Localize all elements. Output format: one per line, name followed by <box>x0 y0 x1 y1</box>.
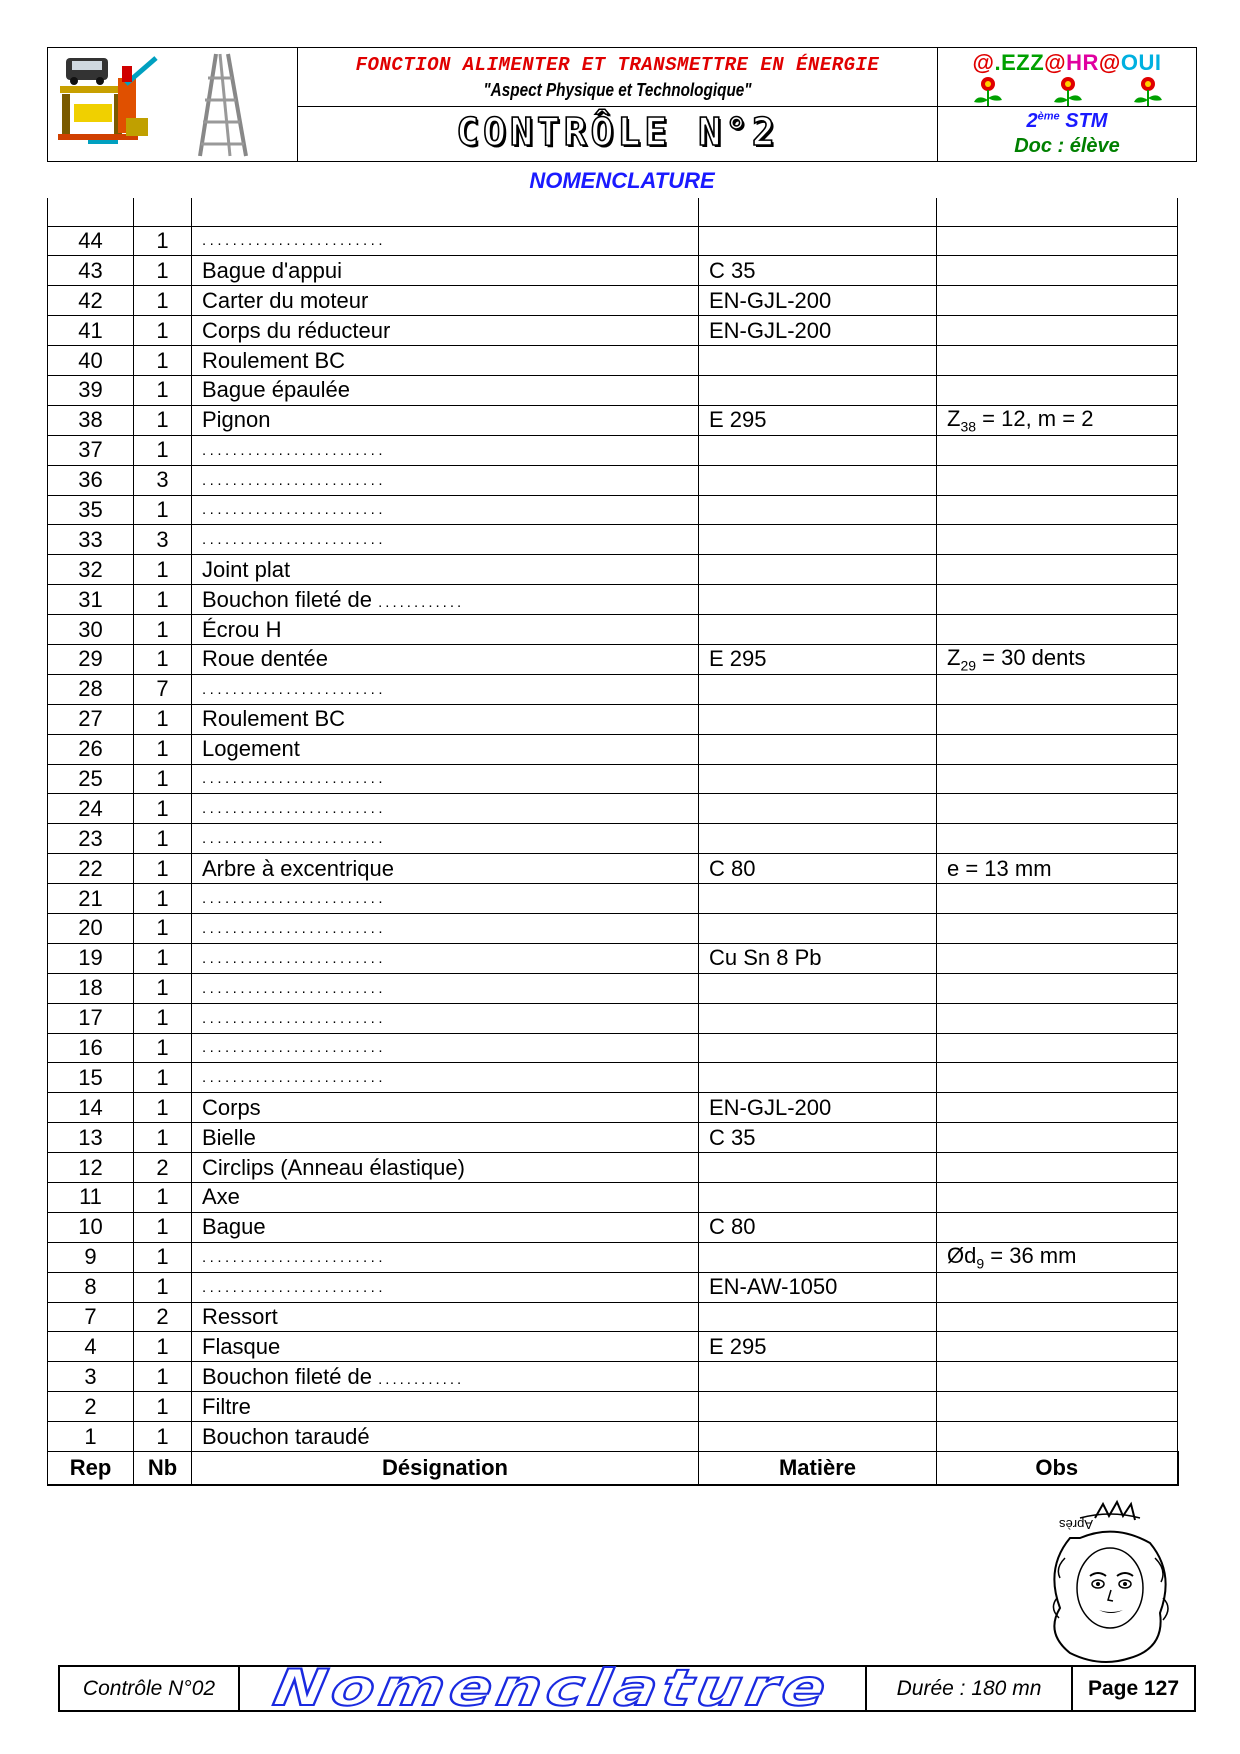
cell-matiere <box>699 1302 937 1332</box>
cell-matiere: C 35 <box>699 1123 937 1153</box>
cell-rep: 11 <box>48 1183 134 1213</box>
cell-rep: 41 <box>48 316 134 346</box>
cell-rep: 20 <box>48 913 134 943</box>
cell-obs <box>937 1212 1178 1242</box>
footer-controle: Contrôle N°02 <box>60 1667 240 1710</box>
cell-matiere <box>699 1003 937 1033</box>
table-row <box>48 1392 1178 1422</box>
table-row <box>48 1242 1178 1272</box>
aspect-subtitle: "Aspect Physique et Technologique" <box>483 80 752 100</box>
cell-obs <box>937 286 1178 316</box>
table-row <box>48 913 1178 943</box>
cell-obs <box>937 734 1178 764</box>
cell-rep: 38 <box>48 405 134 435</box>
cell-designation: Logement <box>192 734 699 764</box>
table-row <box>48 1063 1178 1093</box>
table-row <box>48 405 1178 435</box>
cell-matiere <box>699 375 937 405</box>
cell-nb: 1 <box>134 405 192 435</box>
cell-nb: 1 <box>134 1242 192 1272</box>
cell-designation: Bague épaulée <box>192 375 699 405</box>
cell-nb: 1 <box>134 1093 192 1123</box>
cell-nb: 2 <box>134 1153 192 1183</box>
cell-matiere <box>699 1392 937 1422</box>
table-row <box>48 1302 1178 1332</box>
cell-obs <box>937 1093 1178 1123</box>
table-row <box>48 644 1178 674</box>
table-row <box>48 1212 1178 1242</box>
author-brand: @.EZZ@HR@OUI <box>972 50 1162 75</box>
cell-obs <box>937 1422 1178 1452</box>
table-row <box>48 764 1178 794</box>
cell-designation-blank: ........................ <box>192 913 699 943</box>
cell-designation: Flasque <box>192 1332 699 1362</box>
cell-rep: 25 <box>48 764 134 794</box>
table-row <box>48 226 1178 256</box>
cell-rep: 1 <box>48 1422 134 1452</box>
cell-matiere <box>699 1063 937 1093</box>
cell-nb: 1 <box>134 615 192 645</box>
cell-matiere <box>699 734 937 764</box>
cell-obs <box>937 316 1178 346</box>
cell-obs <box>937 1063 1178 1093</box>
cell-rep: 13 <box>48 1123 134 1153</box>
section-title: NOMENCLATURE <box>529 168 715 193</box>
cell-matiere: EN-GJL-200 <box>699 316 937 346</box>
cell-nb: 1 <box>134 1332 192 1362</box>
cell-rep: 9 <box>48 1242 134 1272</box>
cell-nb: 1 <box>134 495 192 525</box>
cell-designation-blank: ........................ <box>192 884 699 914</box>
cell-designation: Filtre <box>192 1392 699 1422</box>
cell-rep: 26 <box>48 734 134 764</box>
cell-designation-blank: ........................ <box>192 525 699 555</box>
cell-rep: 40 <box>48 346 134 376</box>
cell-nb: 7 <box>134 674 192 704</box>
cell-nb: 1 <box>134 1362 192 1392</box>
cell-rep: 31 <box>48 585 134 615</box>
cell-nb: 1 <box>134 346 192 376</box>
cell-designation: Roulement BC <box>192 704 699 734</box>
cell-designation-blank: ........................ <box>192 1242 699 1272</box>
cell-obs <box>937 1183 1178 1213</box>
cell-matiere: EN-GJL-200 <box>699 286 937 316</box>
cell-obs <box>937 1362 1178 1392</box>
cell-matiere: E 295 <box>699 1332 937 1362</box>
cell-designation: Bague <box>192 1212 699 1242</box>
cell-obs <box>937 226 1178 256</box>
cell-obs <box>937 1392 1178 1422</box>
footer-page: Page 127 <box>1087 1677 1180 1700</box>
header-designation: Désignation <box>192 1452 699 1485</box>
cell-nb: 1 <box>134 973 192 1003</box>
cell-rep: 21 <box>48 884 134 914</box>
cell-obs <box>937 794 1178 824</box>
table-row <box>48 375 1178 405</box>
cell-obs <box>937 585 1178 615</box>
cell-designation: Bague d'appui <box>192 256 699 286</box>
cell-rep: 7 <box>48 1302 134 1332</box>
cell-nb: 1 <box>134 644 192 674</box>
table-top-spacer <box>48 198 1178 226</box>
cell-obs: $Ød_9 = 36$ mm <box>937 1242 1178 1272</box>
cell-nb: 1 <box>134 734 192 764</box>
cell-nb: 1 <box>134 1063 192 1093</box>
cell-nb: 1 <box>134 1272 192 1302</box>
table-row <box>48 1123 1178 1153</box>
nomenclature-banner-text: Nomenclature <box>269 1659 836 1717</box>
cell-designation-blank: ........................ <box>192 495 699 525</box>
table-row <box>48 465 1178 495</box>
cell-obs <box>937 495 1178 525</box>
cell-obs <box>937 435 1178 465</box>
cell-rep: 24 <box>48 794 134 824</box>
cell-nb: 1 <box>134 824 192 854</box>
cell-nb: 1 <box>134 854 192 884</box>
cell-obs <box>937 764 1178 794</box>
footer-frame <box>58 1659 1196 1717</box>
cell-matiere <box>699 1153 937 1183</box>
cell-matiere <box>699 764 937 794</box>
cell-nb: 3 <box>134 465 192 495</box>
table-row <box>48 674 1178 704</box>
header-rep: Rep <box>48 1452 134 1485</box>
cell-rep: 35 <box>48 495 134 525</box>
table-row <box>48 1332 1178 1362</box>
cell-rep: 4 <box>48 1332 134 1362</box>
cell-matiere <box>699 226 937 256</box>
cell-designation-blank: ........................ <box>192 824 699 854</box>
cell-rep: 37 <box>48 435 134 465</box>
cell-designation-blank: ........................ <box>192 435 699 465</box>
cell-matiere: EN-GJL-200 <box>699 1093 937 1123</box>
cell-nb: 1 <box>134 943 192 973</box>
cell-rep: 44 <box>48 226 134 256</box>
cell-nb: 1 <box>134 256 192 286</box>
cell-rep: 16 <box>48 1033 134 1063</box>
table-row <box>48 884 1178 914</box>
logo-box <box>48 48 298 161</box>
cell-matiere <box>699 973 937 1003</box>
cell-nb: 1 <box>134 704 192 734</box>
cell-designation: Axe <box>192 1183 699 1213</box>
cell-designation-blank: ........................ <box>192 764 699 794</box>
nomenclature-table <box>47 198 1177 1486</box>
cell-nb: 1 <box>134 1212 192 1242</box>
cell-rep: 12 <box>48 1153 134 1183</box>
cell-nb: 1 <box>134 435 192 465</box>
class-level: 2ème STM <box>1026 110 1108 132</box>
cell-designation-blank: ........................ <box>192 973 699 1003</box>
cell-matiere: C 80 <box>699 1212 937 1242</box>
table-row <box>48 555 1178 585</box>
cell-rep: 2 <box>48 1392 134 1422</box>
cell-rep: 23 <box>48 824 134 854</box>
cell-nb: 1 <box>134 884 192 914</box>
cell-obs <box>937 346 1178 376</box>
table-row <box>48 495 1178 525</box>
cell-obs: $Z_{29} = 30$ dents <box>937 644 1178 674</box>
cell-rep: 33 <box>48 525 134 555</box>
cell-designation: Bouchon taraudé <box>192 1422 699 1452</box>
footer-banner <box>240 1659 867 1717</box>
cell-matiere <box>699 435 937 465</box>
cell-matiere <box>699 346 937 376</box>
cell-obs <box>937 674 1178 704</box>
header-frame <box>47 47 1197 162</box>
cell-obs <box>937 615 1178 645</box>
cell-nb: 1 <box>134 1033 192 1063</box>
cell-nb: 1 <box>134 1422 192 1452</box>
cell-rep: 32 <box>48 555 134 585</box>
cell-matiere <box>699 615 937 645</box>
cell-matiere <box>699 704 937 734</box>
table-row <box>48 973 1178 1003</box>
cell-matiere: E 295 <box>699 405 937 435</box>
cell-designation-blank: ........................ <box>192 226 699 256</box>
cell-nb: 1 <box>134 1183 192 1213</box>
girl-sketch-illustration <box>1035 1498 1185 1668</box>
cell-nb: 1 <box>134 1123 192 1153</box>
cell-rep: 22 <box>48 854 134 884</box>
cell-matiere <box>699 1183 937 1213</box>
cell-designation-blank: ........................ <box>192 1272 699 1302</box>
cell-matiere <box>699 824 937 854</box>
cell-designation-blank: ........................ <box>192 943 699 973</box>
table-row <box>48 854 1178 884</box>
cell-rep: 36 <box>48 465 134 495</box>
cell-obs <box>937 256 1178 286</box>
cell-obs <box>937 943 1178 973</box>
cell-designation: Circlips (Anneau élastique) <box>192 1153 699 1183</box>
cell-nb: 2 <box>134 1302 192 1332</box>
cell-matiere <box>699 465 937 495</box>
table-row <box>48 1003 1178 1033</box>
cell-matiere <box>699 674 937 704</box>
cell-obs <box>937 1003 1178 1033</box>
cell-obs <box>937 465 1178 495</box>
cell-matiere <box>699 525 937 555</box>
cell-obs <box>937 555 1178 585</box>
cell-matiere <box>699 884 937 914</box>
controle-title: CONTRÔLE N°2 <box>456 110 779 154</box>
table-row <box>48 256 1178 286</box>
table-row <box>48 1093 1178 1123</box>
header-nb: Nb <box>134 1452 192 1485</box>
cell-matiere <box>699 913 937 943</box>
cell-designation: Pignon <box>192 405 699 435</box>
table-row <box>48 1272 1178 1302</box>
table-row <box>48 286 1178 316</box>
cell-obs <box>937 375 1178 405</box>
cell-rep: 14 <box>48 1093 134 1123</box>
cell-matiere <box>699 1033 937 1063</box>
cell-rep: 29 <box>48 644 134 674</box>
cell-matiere: Cu Sn 8 Pb <box>699 943 937 973</box>
cell-designation-blank: ........................ <box>192 1063 699 1093</box>
cell-obs <box>937 1123 1178 1153</box>
cell-obs <box>937 1272 1178 1302</box>
cell-matiere <box>699 1362 937 1392</box>
function-title: FONCTION ALIMENTER ET TRANSMETTRE EN ÉNERGIE <box>355 54 880 76</box>
table-row <box>48 1362 1178 1392</box>
table-row <box>48 824 1178 854</box>
cell-designation: Roue dentée <box>192 644 699 674</box>
table-row <box>48 346 1178 376</box>
cell-designation-blank: ........................ <box>192 1033 699 1063</box>
cell-obs <box>937 913 1178 943</box>
cell-obs <box>937 1033 1178 1063</box>
cell-rep: 28 <box>48 674 134 704</box>
cell-rep: 10 <box>48 1212 134 1242</box>
cell-designation: Écrou H <box>192 615 699 645</box>
cell-nb: 1 <box>134 794 192 824</box>
cell-obs: e = 13 mm <box>937 854 1178 884</box>
cell-obs <box>937 973 1178 1003</box>
cell-obs <box>937 824 1178 854</box>
cell-rep: 3 <box>48 1362 134 1392</box>
cell-designation: Joint plat <box>192 555 699 585</box>
table-row <box>48 1422 1178 1452</box>
table-row <box>48 794 1178 824</box>
cell-obs <box>937 704 1178 734</box>
cell-designation: Bouchon fileté de ............ <box>192 585 699 615</box>
cell-nb: 1 <box>134 226 192 256</box>
cell-nb: 1 <box>134 375 192 405</box>
cell-rep: 18 <box>48 973 134 1003</box>
cell-nb: 1 <box>134 555 192 585</box>
cell-obs <box>937 884 1178 914</box>
cell-designation: Bouchon fileté de ............ <box>192 1362 699 1392</box>
table-row <box>48 1033 1178 1063</box>
cell-designation: Corps du réducteur <box>192 316 699 346</box>
cell-nb: 1 <box>134 913 192 943</box>
cell-obs <box>937 525 1178 555</box>
cell-obs: $Z_{38} = 12$, m = 2 <box>937 405 1178 435</box>
cell-nb: 1 <box>134 585 192 615</box>
cell-rep: 19 <box>48 943 134 973</box>
table-row <box>48 316 1178 346</box>
cell-designation: Ressort <box>192 1302 699 1332</box>
cell-matiere <box>699 555 937 585</box>
table-row <box>48 615 1178 645</box>
cell-matiere <box>699 585 937 615</box>
cell-nb: 3 <box>134 525 192 555</box>
cell-matiere <box>699 1422 937 1452</box>
cell-nb: 1 <box>134 1003 192 1033</box>
title-box <box>298 48 938 161</box>
doc-type: Doc : élève <box>1014 135 1120 157</box>
flowers-icon <box>958 76 1178 106</box>
cell-designation: Carter du moteur <box>192 286 699 316</box>
cell-matiere: C 80 <box>699 854 937 884</box>
table-row <box>48 734 1178 764</box>
cell-rep: 17 <box>48 1003 134 1033</box>
cell-rep: 39 <box>48 375 134 405</box>
header-obs: Obs <box>937 1452 1178 1485</box>
cell-rep: 8 <box>48 1272 134 1302</box>
cell-obs <box>937 1153 1178 1183</box>
cell-matiere <box>699 794 937 824</box>
cell-designation-blank: ........................ <box>192 794 699 824</box>
table-row <box>48 525 1178 555</box>
cell-rep: 30 <box>48 615 134 645</box>
table-row <box>48 435 1178 465</box>
table-row <box>48 943 1178 973</box>
cell-rep: 15 <box>48 1063 134 1093</box>
header-matiere: Matière <box>699 1452 937 1485</box>
cell-designation: Corps <box>192 1093 699 1123</box>
table-row <box>48 1183 1178 1213</box>
cell-designation-blank: ........................ <box>192 674 699 704</box>
table-row <box>48 1153 1178 1183</box>
cell-matiere <box>699 1242 937 1272</box>
cell-nb: 1 <box>134 286 192 316</box>
cell-nb: 1 <box>134 1392 192 1422</box>
cell-designation-blank: ........................ <box>192 465 699 495</box>
cell-matiere: C 35 <box>699 256 937 286</box>
cell-matiere: EN-AW-1050 <box>699 1272 937 1302</box>
table-row <box>48 704 1178 734</box>
cell-rep: 42 <box>48 286 134 316</box>
cell-designation: Arbre à excentrique <box>192 854 699 884</box>
cell-nb: 1 <box>134 764 192 794</box>
sketch-caption: Après <box>1059 1517 1093 1532</box>
cell-designation: Roulement BC <box>192 346 699 376</box>
footer-duree: Durée : 180 mn <box>867 1667 1073 1710</box>
cell-designation-blank: ........................ <box>192 1003 699 1033</box>
table-row <box>48 585 1178 615</box>
cell-obs <box>937 1332 1178 1362</box>
cell-matiere <box>699 495 937 525</box>
table-header-row <box>48 1452 1178 1485</box>
cell-matiere: E 295 <box>699 644 937 674</box>
cell-rep: 43 <box>48 256 134 286</box>
cell-rep: 27 <box>48 704 134 734</box>
cell-obs <box>937 1302 1178 1332</box>
cell-nb: 1 <box>134 316 192 346</box>
cell-designation: Bielle <box>192 1123 699 1153</box>
machine-illustration <box>48 48 296 161</box>
author-box <box>938 48 1196 161</box>
